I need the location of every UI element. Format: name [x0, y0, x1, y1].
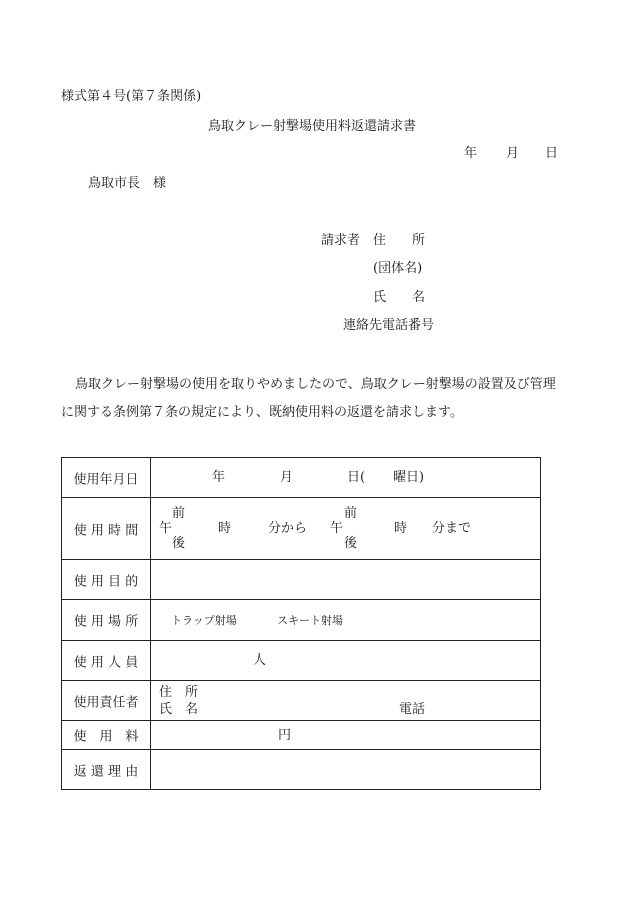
row-purpose	[62, 560, 541, 600]
requester-name: 氏 名	[373, 290, 426, 305]
requester-phone: 連絡先電話番号	[343, 318, 435, 333]
date-day: 日	[545, 146, 559, 161]
label-manager: 使用責任者	[62, 681, 151, 721]
end-minute-to: 分まで	[432, 521, 472, 536]
row-reason	[62, 750, 541, 790]
row-fee	[62, 721, 541, 750]
field-purpose[interactable]	[151, 560, 541, 600]
field-date[interactable]	[151, 458, 541, 498]
date-month: 月	[506, 146, 520, 161]
end-pm: 後	[344, 536, 358, 551]
label-time: 使 用 時 間	[62, 498, 151, 560]
start-am: 前	[172, 506, 186, 521]
request-form-table	[61, 457, 541, 790]
start-noon: 午	[159, 521, 173, 536]
addressee: 鳥取市長 様	[88, 176, 167, 191]
option-trap-range[interactable]: トラップ射場	[171, 614, 237, 627]
date-day-unit: 日(	[347, 470, 366, 485]
start-pm: 後	[172, 536, 186, 551]
date-weekday-unit: 曜日)	[393, 470, 425, 485]
fee-unit: 円	[278, 728, 292, 743]
label-people: 使 用 人 員	[62, 641, 151, 681]
end-am: 前	[344, 506, 358, 521]
option-skeet-range[interactable]: スキート射場	[277, 614, 343, 627]
end-noon: 午	[330, 521, 344, 536]
requester-address: 住 所	[373, 233, 426, 248]
row-time	[62, 498, 541, 560]
date-year: 年	[464, 146, 478, 161]
label-reason: 返 還 理 由	[62, 750, 151, 790]
row-manager	[62, 681, 541, 721]
body-text-line1: 鳥取クレー射撃場の使用を取りやめましたので、鳥取クレー射撃場の設置及び管理	[75, 377, 556, 392]
end-hour-unit: 時	[394, 521, 408, 536]
manager-phone-label: 電話	[399, 702, 426, 717]
start-minute-from: 分から	[268, 521, 308, 536]
field-manager[interactable]	[151, 681, 541, 721]
field-people[interactable]	[151, 641, 541, 681]
label-purpose: 使 用 目 的	[62, 560, 151, 600]
label-place: 使 用 場 所	[62, 600, 151, 641]
requester-organization: (団体名)	[373, 261, 423, 276]
date-year-unit: 年	[212, 470, 226, 485]
manager-name-label: 氏 名	[159, 702, 199, 717]
label-date: 使用年月日	[62, 458, 151, 498]
form-number: 様式第４号(第７条関係)	[61, 89, 202, 104]
body-text-line2: に関する条例第７条の規定により、既納使用料の返還を請求します。	[61, 405, 463, 420]
row-place	[62, 600, 541, 641]
requester-label: 請求者	[321, 233, 361, 248]
row-date	[62, 458, 541, 498]
manager-address-label: 住 所	[159, 685, 199, 700]
document-title: 鳥取クレー射撃場使用料返還請求書	[208, 119, 417, 134]
row-people	[62, 641, 541, 681]
field-time[interactable]	[151, 498, 541, 560]
field-place[interactable]	[151, 600, 541, 641]
field-fee[interactable]	[151, 721, 541, 750]
date-month-unit: 月	[280, 470, 294, 485]
label-fee: 使 用 料	[62, 721, 151, 750]
field-reason[interactable]	[151, 750, 541, 790]
start-hour-unit: 時	[218, 521, 232, 536]
people-unit: 人	[253, 653, 267, 668]
